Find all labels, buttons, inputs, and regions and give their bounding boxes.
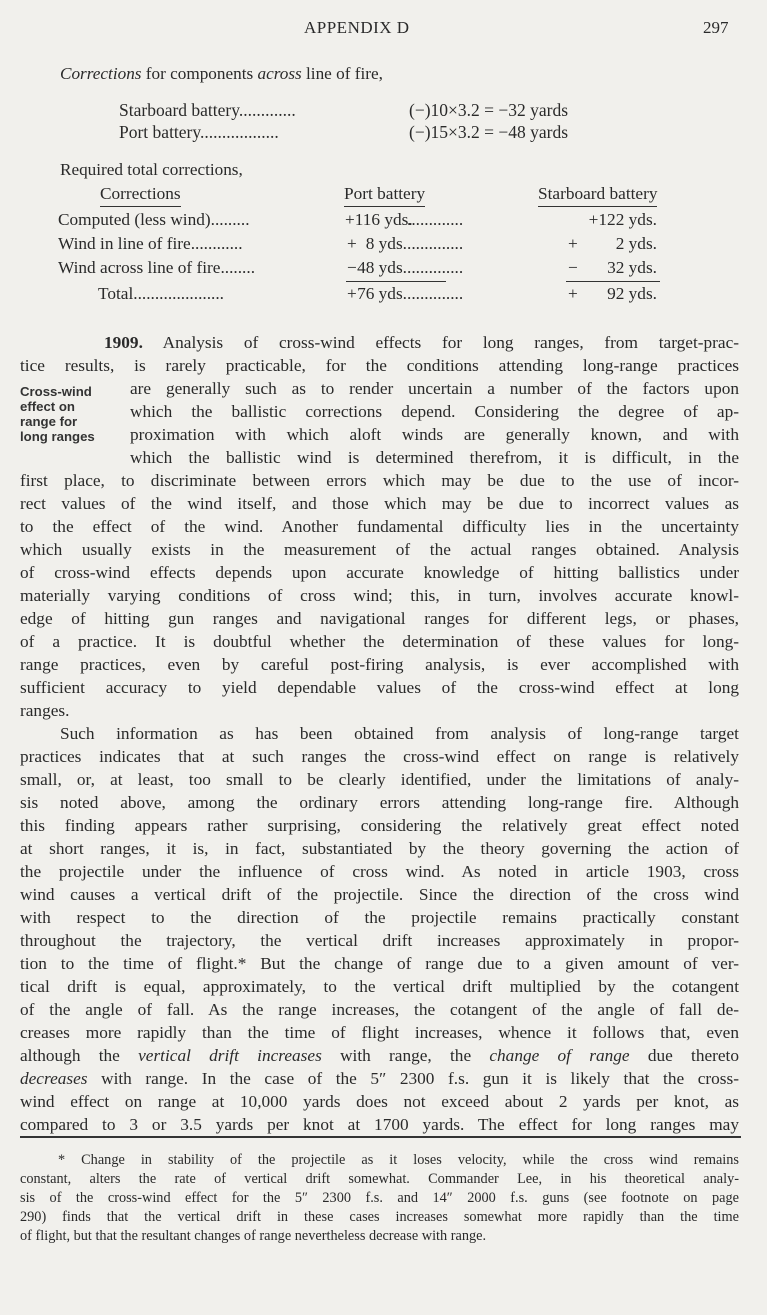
article-line: which the ballistic corrections depend. Considering the degree of ap-	[130, 402, 739, 421]
margin-note-line: effect on	[20, 399, 75, 414]
calc-label: Starboard battery.............	[119, 100, 296, 120]
text: with range, the	[321, 1046, 490, 1065]
paragraph-line: wind causes a vertical drift of the projectile. Since the direction of the cross wind	[20, 885, 739, 904]
paragraph-line: with respect to the direction of the projectile remains practically constant	[20, 908, 739, 927]
article-line: which the ballistic wind is determined therefrom, it is difficult, in the	[130, 448, 739, 467]
article-line: rect values of the wind itself, and those which may be due to incorrect values as	[20, 494, 739, 513]
leader-dots: .............	[407, 234, 464, 253]
starboard-sign: +	[568, 284, 578, 303]
margin-note-line: range for	[20, 414, 78, 429]
row-label: Wind in line of fire............	[58, 234, 243, 253]
leader-dots: .............	[407, 284, 464, 303]
article-line: to the effect of the wind. Another fundamental difficulty lies in the uncertainty	[20, 517, 739, 536]
page-number: 297	[703, 18, 729, 37]
table-row	[58, 210, 718, 232]
paragraph-line: small, or, at least, too small to be clearly identified, under the limitations of analy-	[20, 770, 739, 789]
margin-note	[20, 384, 95, 444]
calc-value: (−)15×3.2 = −48 yards	[409, 122, 569, 142]
header-text: Starboard battery	[538, 184, 657, 207]
footnote-line: constant, alters the rate of vertical drift somewhat. Commander Lee, in his theoretical analy-	[20, 1171, 739, 1187]
article-line: sufficient accuracy to yield dependable values of the cross-wind effect at long	[20, 678, 739, 697]
footnote-line: 290) finds that the vertical drift in these cases increases somewhat more rapidly than the time	[20, 1209, 739, 1225]
lead-italic-across: across	[257, 64, 302, 83]
article-number: 1909.	[104, 333, 143, 352]
paragraph-line: at short ranges, it is, in fact, substantiated by the theory governing the action of	[20, 839, 739, 858]
calc-label: Port battery..................	[119, 122, 279, 142]
paragraph-line	[20, 1044, 739, 1067]
paragraph-line: Such information as has been obtained from analysis of long-range target	[60, 724, 739, 743]
leader-dots: .............	[407, 258, 464, 277]
paragraph-line: the projectile under the influence of cross wind. As noted in article 1903, cross	[20, 862, 739, 881]
article-line: of a practice. It is doubtful whether the determination of these values for long-	[20, 632, 739, 651]
paragraph-line: tion to the time of flight.* But the change of range due to a given amount of ver-	[20, 954, 739, 973]
article-line: are generally such as to render uncertain a number of the factors upon	[130, 379, 739, 398]
text: with range. In the case of the 5″ 2300 f.s. gun it is likely that the cross-	[87, 1069, 739, 1088]
text: although the	[20, 1046, 139, 1065]
article-line	[104, 331, 739, 354]
article-line: materially varying conditions of cross wind; this, in turn, involves accurate knowl-	[20, 586, 739, 605]
article-line: which usually exists in the measurement of the actual ranges obtained. Analysis	[20, 540, 739, 559]
paragraph-line: wind effect on range at 10,000 yards does not exceed about 2 yards per knot, as	[20, 1092, 739, 1111]
starboard-value: 92 yds.	[607, 284, 657, 303]
row-label: Computed (less wind).........	[58, 210, 250, 229]
row-label: Total.....................	[98, 284, 224, 303]
table-intro: Required total corrections,	[60, 160, 243, 179]
header-text: Port battery	[344, 184, 425, 207]
italic-text: vertical drift increases	[138, 1046, 322, 1065]
table-row	[58, 234, 718, 256]
text: due thereto	[629, 1046, 740, 1065]
starboard-value: 2 yds.	[615, 234, 657, 253]
starboard-sum-rule	[566, 281, 660, 282]
article-line: first place, to discriminate between errors which may be due to the use of incor-	[20, 471, 739, 490]
paragraph-line: creases more rapidly than the time of flight increases, whence it follows that, even	[20, 1023, 739, 1042]
margin-note-line: Cross-wind	[20, 384, 92, 399]
lead-italic-corrections: Corrections	[60, 64, 142, 83]
article-line: of cross-wind effects depends upon accurate knowledge of hitting ballistics under	[20, 563, 739, 582]
text: Analysis of cross-wind effects for long ranges, from target-prac-	[142, 333, 739, 352]
calc-row-port	[119, 122, 568, 142]
article-line: range practices, even by careful post-firing analysis, is ever accomplished with	[20, 655, 739, 674]
calc-value: (−)10×3.2 = −32 yards	[409, 100, 569, 120]
starboard-value: +122 yds.	[588, 210, 657, 229]
article-line: proximation with which aloft winds are generally known, and with	[130, 425, 739, 444]
page-header	[0, 14, 767, 38]
paragraph-line: practices indicates that at such ranges the cross-wind effect on range is relatively	[20, 747, 739, 766]
header-port-battery	[344, 184, 425, 207]
footnote-line: sis of the cross-wind effect for the 5″ 2300 f.s. and 14″ 2000 f.s. guns (see footnote on page	[20, 1190, 739, 1206]
header-starboard-battery	[538, 184, 657, 207]
across-corrections-lead	[60, 64, 383, 84]
running-head: APPENDIX D	[304, 18, 410, 37]
paragraph-line: tical drift is equal, approximately, to the vertical drift multiplied by the cotangent	[20, 977, 739, 996]
footnote-separator	[20, 1136, 741, 1138]
port-value: 8 yds.	[365, 234, 407, 253]
footnote-line: * Change in stability of the projectile as it loses velocity, while the cross wind remains	[58, 1152, 739, 1168]
margin-note-line: long ranges	[20, 429, 95, 444]
italic-text: decreases	[20, 1069, 88, 1088]
port-value: 76 yds.	[357, 284, 407, 303]
starboard-sign: −	[568, 258, 578, 277]
lead-text: for components	[141, 64, 258, 83]
paragraph-line: this finding appears rather surprising, considering the relatively great effect noted	[20, 816, 739, 835]
article-line: edge of hitting gun ranges and navigational ranges for different legs, or phases,	[20, 609, 739, 628]
paragraph-line: of the angle of fall. As the range increases, the cotangent of the angle of fall de-	[20, 1000, 739, 1019]
row-label: Wind across line of fire........	[58, 258, 256, 277]
port-sign: −	[347, 258, 357, 277]
italic-text: change of range	[489, 1046, 630, 1065]
table-row-total	[58, 284, 718, 306]
lead-text: line of fire,	[301, 64, 383, 83]
port-sign: +	[347, 234, 357, 253]
starboard-sign: +	[568, 234, 578, 253]
calc-row-starboard	[119, 100, 568, 120]
leader-dots: .............	[407, 210, 464, 229]
article-line: ranges.	[20, 701, 70, 720]
paragraph-line: compared to 3 or 3.5 yards per knot at 1700 yards. The effect for long ranges may	[20, 1115, 739, 1134]
port-value: +116 yds.	[345, 210, 413, 229]
article-line: tice results, is rarely practicable, for the conditions attending long-range practices	[20, 356, 739, 375]
paragraph-line: throughout the trajectory, the vertical drift increases approximately in propor-	[20, 931, 739, 950]
starboard-value: 32 yds.	[607, 258, 657, 277]
paragraph-line: sis noted above, among the ordinary errors attending long-range fire. Although	[20, 793, 739, 812]
paragraph-line	[20, 1067, 739, 1090]
port-sign: +	[347, 284, 357, 303]
footnote-line: of flight, but that the resultant changes of range nevertheless decrease with range.	[20, 1228, 487, 1244]
header-text: Corrections	[100, 184, 181, 207]
header-corrections	[100, 184, 181, 207]
port-value: 48 yds.	[357, 258, 407, 277]
port-sum-rule	[346, 281, 446, 282]
table-row	[58, 258, 718, 280]
